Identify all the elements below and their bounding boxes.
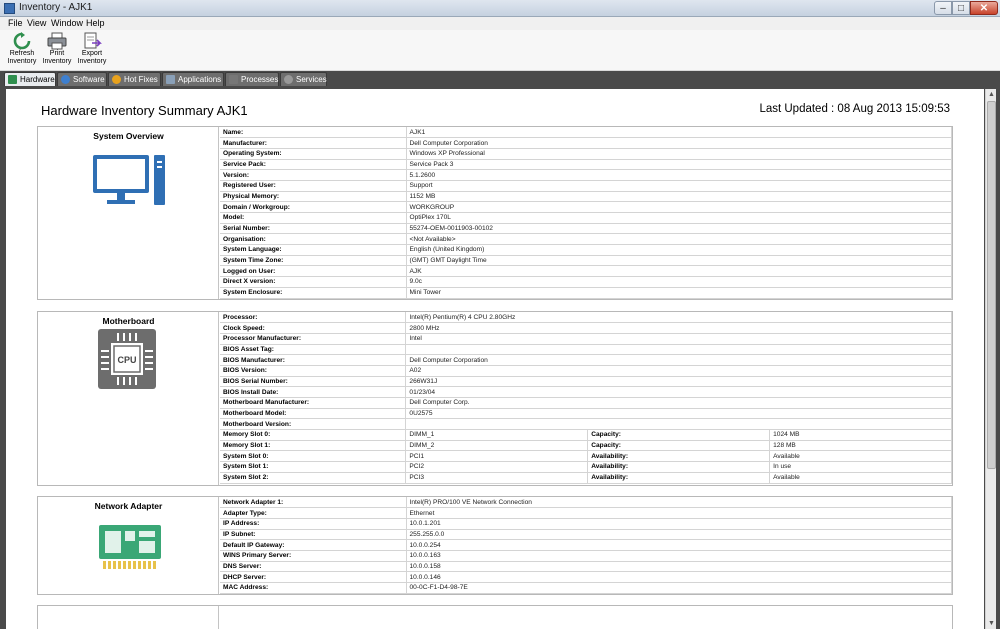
table-row [220,472,952,483]
field-value: 2800 MHz [406,323,952,334]
close-button[interactable]: ✕ [970,1,998,15]
field-value: Ethernet [406,508,952,519]
slot-label: Memory Slot 1: [220,440,406,451]
table-row [220,376,952,387]
field-value: 10.0.0.158 [406,561,952,572]
field-value: 1152 MB [406,191,952,202]
system-overview-section [37,126,953,300]
tab-bar [0,71,1000,86]
field-value: 01/23/04 [406,387,952,398]
field-label: Default IP Gateway: [220,540,406,551]
field-value: Dell Computer Corp. [406,398,952,409]
table-row [220,387,952,398]
table-row [220,419,952,430]
table-row [220,159,952,170]
table-row [220,365,952,376]
slot-attr-label: Availability: [588,462,770,473]
slot-value: PCI1 [406,451,588,462]
field-value: 10.0.0.163 [406,550,952,561]
slot-label: System Slot 1: [220,462,406,473]
table-row [220,451,952,462]
field-label: Version: [220,170,406,181]
tab-hot-fixes[interactable] [108,72,161,86]
slot-attr-value: 128 MB [770,440,952,451]
field-value: Dell Computer Corporation [406,355,952,366]
scroll-up-arrow-icon[interactable]: ▲ [988,91,995,98]
app-icon [4,3,15,14]
window-icon [166,75,175,84]
field-label: Motherboard Manufacturer: [220,398,406,409]
tab-label: Processes [241,75,279,84]
field-value: English (United Kingdom) [406,245,952,256]
export-label: Export Inventory [77,50,107,65]
print-inventory-button[interactable] [41,32,73,66]
field-value: <Not Available> [406,234,952,245]
field-value: Support [406,180,952,191]
page-title: Hardware Inventory Summary AJK1 [41,103,248,118]
hardware-icon [8,75,17,84]
menu-view[interactable]: View [27,18,47,28]
field-value: 55274-OEM-0011903-00102 [406,223,952,234]
menu-bar [0,17,1000,30]
field-label: Network Adapter 1: [220,497,406,508]
field-value: (GMT) GMT Daylight Time [406,255,952,266]
table-row [220,277,952,288]
export-inventory-button[interactable] [76,32,108,66]
field-value: Intel(R) Pentium(R) 4 CPU 2.80GHz [406,312,952,323]
field-value [406,419,952,430]
tab-processes[interactable] [225,72,279,86]
slot-attr-label: Availability: [588,451,770,462]
field-label: Processor Manufacturer: [220,333,406,344]
tab-applications[interactable] [162,72,224,86]
table-row [220,138,952,149]
field-label: Logged on User: [220,266,406,277]
field-label: System Time Zone: [220,255,406,266]
field-value: Intel(R) PRO/100 VE Network Connection [406,497,952,508]
field-value: Windows XP Professional [406,148,952,159]
slot-label: System Slot 2: [220,472,406,483]
table-row [220,561,952,572]
field-label: Clock Speed: [220,323,406,334]
field-label: Name: [220,127,406,138]
table-row [220,255,952,266]
field-label: IP Subnet: [220,529,406,540]
field-value: Dell Computer Corporation [406,138,952,149]
scroll-thumb[interactable] [987,101,996,469]
slot-value: DIMM_1 [406,430,588,441]
refresh-inventory-button[interactable] [6,32,38,66]
field-value: Service Pack 3 [406,159,952,170]
field-value: WORKGROUP [406,202,952,213]
field-label: Motherboard Model: [220,408,406,419]
field-label: Serial Number: [220,223,406,234]
section-label-column [38,606,219,629]
table-row [220,333,952,344]
network-adapter-table [220,497,952,594]
refresh-label: Refresh Inventory [7,50,37,65]
table-row [220,398,952,409]
slot-value: DIMM_2 [406,440,588,451]
field-value: AJK1 [406,127,952,138]
field-value: 255.255.0.0 [406,529,952,540]
field-label: Processor: [220,312,406,323]
system-overview-table [220,127,952,299]
field-label: BIOS Install Date: [220,387,406,398]
field-value: 9.0c [406,277,952,288]
field-label: System Enclosure: [220,287,406,298]
field-value: Mini Tower [406,287,952,298]
slot-value: PCI3 [406,472,588,483]
table-row [220,213,952,224]
section-label-column [38,312,219,485]
field-label: Adapter Type: [220,508,406,519]
field-label: DNS Server: [220,561,406,572]
field-label: WINS Primary Server: [220,550,406,561]
table-row [220,355,952,366]
motherboard-table [220,312,952,484]
field-value: 266W31J [406,376,952,387]
slot-value: PCI2 [406,462,588,473]
slot-label: System Slot 0: [220,451,406,462]
printer-icon [47,32,67,50]
table-row [220,323,952,334]
cpu-label: CPU [117,355,137,365]
vertical-scrollbar[interactable] [985,89,996,629]
field-label: Model: [220,213,406,224]
tab-software[interactable] [57,72,107,86]
field-label: Motherboard Version: [220,419,406,430]
field-value: 0U2575 [406,408,952,419]
field-label: Manufacturer: [220,138,406,149]
slot-attr-value: Available [770,451,952,462]
menu-window[interactable]: Window [51,18,84,28]
table-row [220,430,952,441]
tab-label: Software [73,75,105,84]
table-row [220,180,952,191]
tab-hardware[interactable] [4,72,56,86]
table-row [220,234,952,245]
field-label: Service Pack: [220,159,406,170]
table-row [220,440,952,451]
table-row [220,518,952,529]
field-label: Physical Memory: [220,191,406,202]
title-bar[interactable] [0,0,1000,17]
table-row [220,266,952,277]
processes-icon [229,75,238,84]
field-value: 00-0C-F1-D4-98-7E [406,583,952,594]
field-value: 10.0.1.201 [406,518,952,529]
report-content [6,89,984,629]
field-label: DHCP Server: [220,572,406,583]
minimize-button[interactable]: – [934,1,952,15]
section-label-column [38,497,219,594]
slot-attr-label: Availability: [588,472,770,483]
table-row [220,148,952,159]
field-value: 10.0.0.254 [406,540,952,551]
field-label: Registered User: [220,180,406,191]
field-value [406,344,952,355]
section-title: Motherboard [102,316,155,326]
table-row [220,408,952,419]
table-row [220,529,952,540]
table-row [220,572,952,583]
field-label: BIOS Serial Number: [220,376,406,387]
field-label: BIOS Version: [220,365,406,376]
window-title: Inventory - AJK1 [19,2,93,13]
table-row [220,127,952,138]
field-label: BIOS Asset Tag: [220,344,406,355]
field-label: MAC Address: [220,583,406,594]
field-value: A02 [406,365,952,376]
menu-file[interactable]: File [8,18,23,28]
slot-attr-label: Capacity: [588,440,770,451]
motherboard-section [37,311,953,486]
field-value: 5.1.2600 [406,170,952,181]
slot-attr-value: In use [770,462,952,473]
table-row [220,344,952,355]
table-row [220,508,952,519]
field-value: OptiPlex 170L [406,213,952,224]
field-label: Direct X version: [220,277,406,288]
tab-label: Hot Fixes [124,75,158,84]
section-title: System Overview [93,131,164,141]
table-row [220,583,952,594]
network-adapter-section [37,496,953,595]
field-label: Organisation: [220,234,406,245]
network-card-icon [97,523,163,571]
field-label: Domain / Workgroup: [220,202,406,213]
table-row [220,540,952,551]
gear-icon [284,75,293,84]
next-section [37,605,953,629]
field-value: Intel [406,333,952,344]
sun-icon [112,75,121,84]
table-row [220,287,952,298]
table-row [220,550,952,561]
export-icon [82,32,102,50]
print-label: Print Inventory [42,50,72,65]
field-value: AJK [406,266,952,277]
field-label: Operating System: [220,148,406,159]
last-updated: Last Updated : 08 Aug 2013 15:09:53 [759,103,950,115]
table-row [220,497,952,508]
section-label-column [38,127,219,299]
slot-attr-value: 1024 MB [770,430,952,441]
section-title: Network Adapter [94,501,163,511]
table-row [220,170,952,181]
tab-label: Hardware [20,75,55,84]
computer-icon [92,153,166,209]
table-row [220,191,952,202]
table-row [220,462,952,473]
tab-label: Applications [178,75,222,84]
scroll-down-arrow-icon[interactable]: ▼ [988,620,995,627]
table-row [220,202,952,213]
slot-attr-label: Capacity: [588,430,770,441]
field-label: BIOS Manufacturer: [220,355,406,366]
toolbar [0,30,1000,71]
cpu-icon [98,329,156,389]
field-label: IP Address: [220,518,406,529]
software-icon [61,75,70,84]
slot-label: Memory Slot 0: [220,430,406,441]
field-value: 10.0.0.146 [406,572,952,583]
tab-label: Services [296,75,327,84]
table-row [220,245,952,256]
tab-services[interactable] [280,72,327,86]
table-row [220,223,952,234]
slot-attr-value: Available [770,472,952,483]
maximize-button[interactable]: □ [952,1,970,15]
menu-help[interactable]: Help [86,18,105,28]
refresh-icon [12,32,32,50]
field-label: System Language: [220,245,406,256]
table-row [220,312,952,323]
